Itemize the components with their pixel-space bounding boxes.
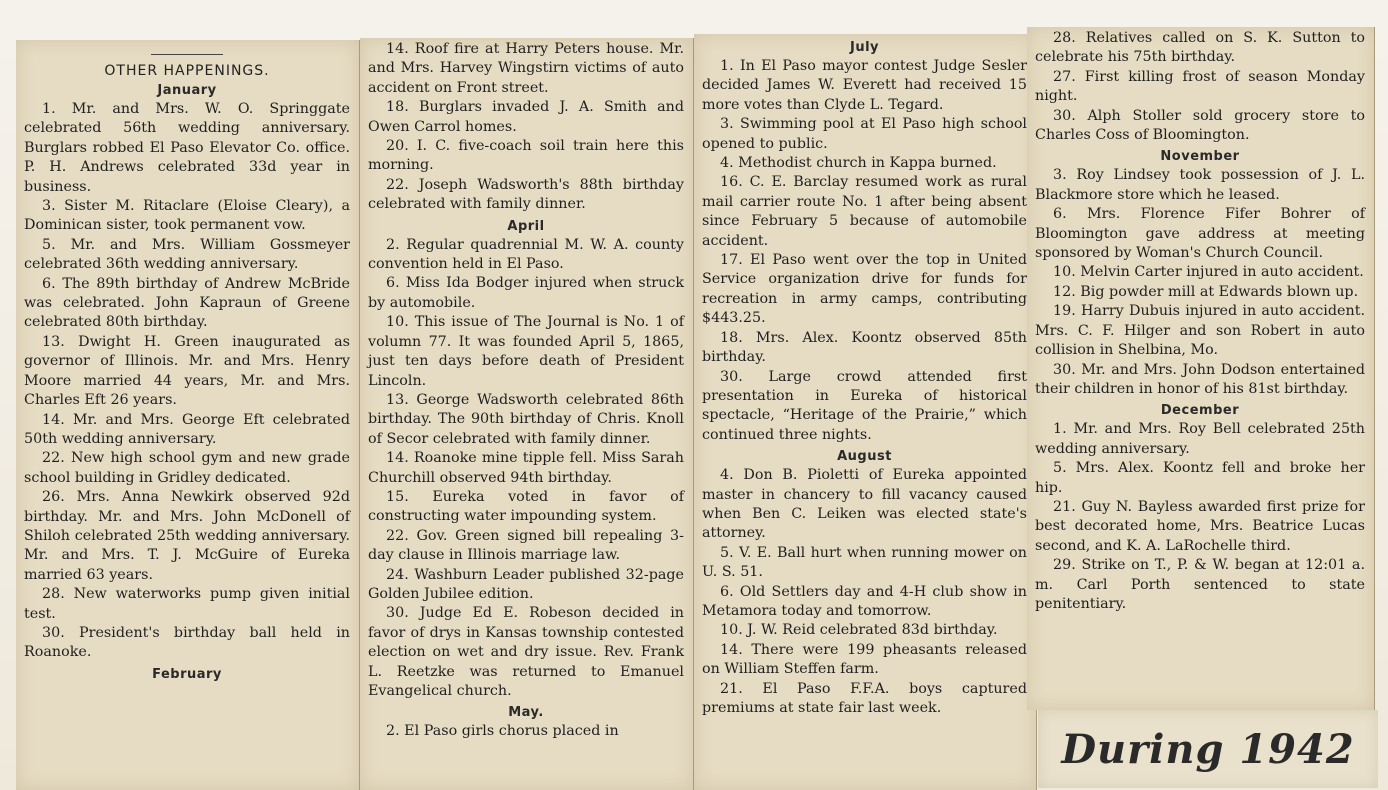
news-item: 26. Mrs. Anna Newkirk observed 92d birthday. Mr. and Mrs. John McDonell of Shiloh celebrated 25th wedding anniversary. Mr. and Mrs. T. J. McGuire of Eureka married 63 years. [24, 489, 350, 583]
news-item: 30. Judge Ed E. Robeson decided in favor of drys in Kansas township contested election on wet and dry issue. Rev. Frank L. Reetzke was returned to Emanuel Evangelical church. [368, 605, 684, 699]
news-item: 4. Don B. Pioletti of Eureka appointed master in chancery to fill vacancy caused when Ben C. Leiken was elected state's attorney. [702, 467, 1027, 542]
news-item: 2. Regular quadrennial M. W. A. county convention held in El Paso. [368, 236, 684, 273]
news-item: 10. Melvin Carter injured in auto accident. [1053, 264, 1364, 281]
news-item: 28. Relatives called on S. K. Sutton to celebrate his 75th birthday. [1035, 30, 1365, 66]
news-item: 30. President's birthday ball held in Roanoke. [24, 624, 350, 661]
news-item: 27. First killing frost of season Monday night. [1035, 68, 1365, 105]
banner-title: During 1942 [1061, 725, 1355, 773]
news-item: 10. J. W. Reid celebrated 83d birthday. [720, 622, 998, 639]
year-banner [1038, 710, 1378, 788]
news-item: 1. In El Paso mayor contest Judge Sesler decided James W. Everett had received 15 more votes than Clyde L. Tegard. [702, 58, 1027, 113]
month-heading: February [152, 666, 222, 682]
news-item: 3. Roy Lindsey took possession of J. L. Blackmore store which he leased. [1035, 167, 1365, 203]
section-title: OTHER HAPPENINGS. [104, 63, 270, 79]
news-item: 22. Joseph Wadsworth's 88th birthday celebrated with family dinner. [368, 176, 684, 213]
month-heading: January [157, 83, 217, 98]
month-heading: December [1160, 403, 1240, 419]
news-item: 14. There were 199 pheasants released on William Steffen farm. [702, 641, 1027, 678]
news-item: 6. The 89th birthday of Andrew McBride was celebrated. John Kapraun of Greene celebrated 80th birthday. [24, 275, 350, 331]
news-item: 21. Guy N. Bayless awarded first prize for best decorated home, Mrs. Beatrice Lucas second, and K. A. LaRochelle third. [1035, 498, 1365, 554]
news-item: 13. Dwight H. Green inaugurated as governor of Illinois. Mr. and Mrs. Henry Moore married 44 years, Mr. and Mrs. Charles Eft 26 years. [24, 333, 350, 409]
column-body [702, 40, 1027, 718]
news-item: 6. Mrs. Florence Fifer Bohrer of Bloomington gave address at meeting sponsored by Woman's Church Council. [1035, 206, 1365, 262]
header-rule [151, 54, 223, 55]
news-item: 3. Sister M. Ritaclare (Eloise Cleary), a Dominican sister, took permanent vow. [24, 198, 350, 234]
news-item: 30. Mr. and Mrs. John Dodson entertained their children in honor of his 81st birthday. [1035, 361, 1365, 397]
news-item: 18. Burglars invaded J. A. Smith and Owen Carrol homes. [368, 99, 684, 135]
news-item: 30. Large crowd attended first presentation in Eureka of historical spectacle, “Heritage of the Prairie,” which continued three nights. [702, 368, 1027, 443]
news-item: 4. Methodist church in Kappa burned. [720, 155, 997, 172]
month-heading: July [849, 40, 880, 55]
news-item: 16. C. E. Barclay resumed work as rural mail carrier route No. 1 after being absent since February 5 because of automobile accident. [702, 174, 1027, 249]
news-item: 17. El Paso went over the top in United Service organization drive for funds for recreation in army camps, contributing $443.25. [702, 252, 1027, 327]
column-body [368, 40, 684, 742]
news-item: 5. Mrs. Alex. Koontz fell and broke her hip. [1035, 460, 1365, 496]
news-item: 21. El Paso F.F.A. boys captured premiums at state fair last week. [702, 680, 1027, 716]
column-body [1035, 29, 1365, 614]
news-item: 24. Washburn Leader published 32-page Golden Jubilee edition. [368, 566, 684, 602]
news-item: 30. Alph Stoller sold grocery store to Charles Coss of Bloomington. [1035, 107, 1365, 144]
news-item: 2. El Paso girls chorus placed in [386, 723, 619, 740]
column-body [24, 83, 350, 682]
news-item: 19. Harry Dubuis injured in auto accident. Mrs. C. F. Hilger and son Robert in auto collision in Shelbina, Mo. [1035, 303, 1365, 359]
news-item: 5. Mr. and Mrs. William Gossmeyer celebrated 36th wedding anniversary. [24, 236, 350, 273]
month-heading: November [1160, 149, 1240, 165]
news-item: 18. Mrs. Alex. Koontz observed 85th birthday. [702, 329, 1027, 366]
news-item: 1. Mr. and Mrs. Roy Bell celebrated 25th wedding anniversary. [1035, 421, 1365, 457]
clipping-column-3 [694, 34, 1037, 790]
news-item: 14. Roof fire at Harry Peters house. Mr. and Mrs. Harvey Wingstirn victims of auto accident on Front street. [368, 41, 684, 96]
news-item: 14. Roanoke mine tipple fell. Miss Sarah Churchill observed 94th birthday. [368, 450, 684, 486]
news-item: 29. Strike on T., P. & W. began at 12:01 a. m. Carl Porth sentenced to state penitentiary. [1035, 557, 1365, 612]
news-item: 3. Swimming pool at El Paso high school opened to public. [702, 116, 1027, 152]
news-item: 28. New waterworks pump given initial test. [24, 586, 350, 622]
news-item: 6. Miss Ida Bodger injured when struck by automobile. [368, 275, 684, 311]
clipping-column-4 [1027, 27, 1375, 710]
clipping-column-1 [16, 40, 360, 790]
news-item: 22. Gov. Green signed bill repealing 3-day clause in Illinois marriage law. [368, 527, 684, 564]
news-item: 15. Eureka voted in favor of constructing water impounding system. [368, 488, 684, 525]
news-item: 14. Mr. and Mrs. George Eft celebrated 50th wedding anniversary. [24, 411, 350, 447]
month-heading: May. [508, 705, 544, 721]
news-item: 10. This issue of The Journal is No. 1 of volumn 77. It was founded April 5, 1865, just ten days before death of President Lincoln. [368, 314, 684, 389]
news-item: 13. George Wadsworth celebrated 86th birthday. The 90th birthday of Chris. Knoll of Secor celebrated with family dinner. [368, 391, 684, 447]
news-item: 1. Mr. and Mrs. W. O. Springgate celebrated 56th wedding anniversary. Burglars robbed El Paso Elevator Co. office. P. H. Andrews celebrated 33d year in business. [24, 101, 350, 195]
clipping-column-2 [360, 38, 694, 790]
news-item: 12. Big powder mill at Edwards blown up. [1053, 283, 1359, 300]
news-item: 22. New high school gym and new grade school building in Gridley dedicated. [24, 450, 350, 486]
news-item: 5. V. E. Ball hurt when running mower on U. S. 51. [702, 544, 1027, 581]
news-item: 20. I. C. five-coach soil train here this morning. [368, 138, 684, 174]
month-heading: August [837, 449, 892, 465]
month-heading: April [507, 218, 545, 234]
news-item: 6. Old Settlers day and 4-H club show in Metamora today and tomorrow. [702, 583, 1027, 619]
